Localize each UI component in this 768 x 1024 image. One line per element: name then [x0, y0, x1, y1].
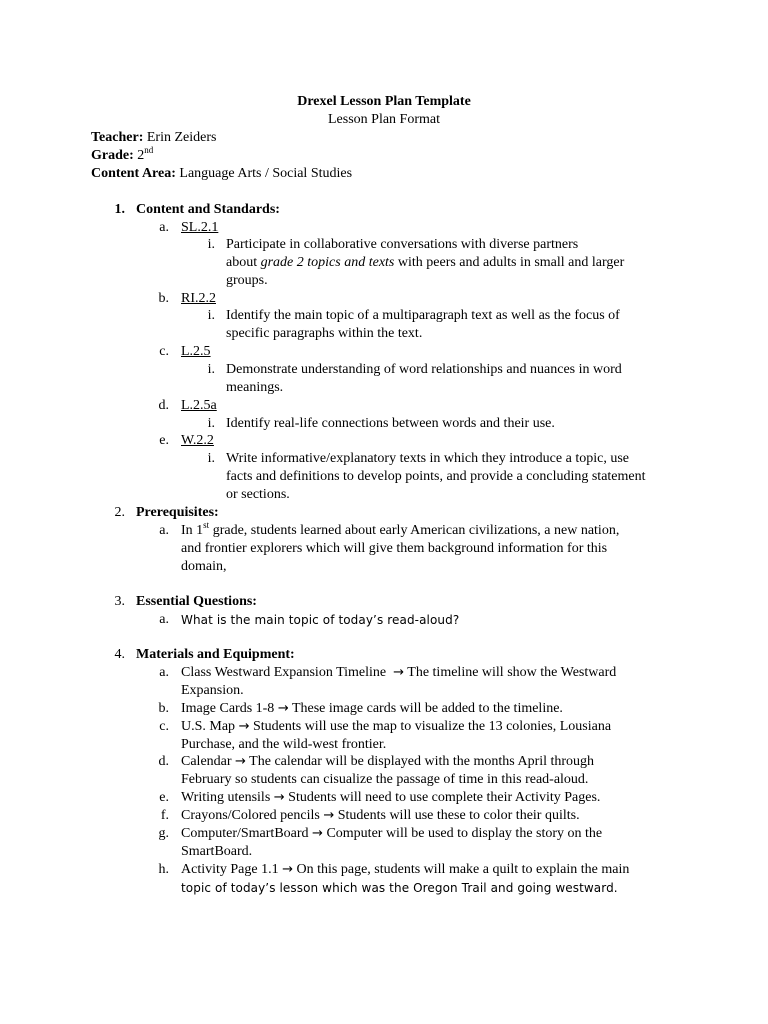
list-letter: b.: [158, 701, 169, 716]
material-name: U.S. Map: [181, 719, 239, 734]
grade-value: 2: [137, 148, 145, 163]
material-description: February so students can cisualize the passage of time in this read-aloud.: [181, 772, 589, 787]
document-title: Drexel Lesson Plan Template: [297, 94, 471, 109]
material-item: [181, 825, 602, 843]
list-letter: c.: [159, 344, 169, 359]
material-item: [181, 861, 629, 879]
standard-text-part: with peers and adults in small and larger: [394, 255, 625, 270]
arrow-right-icon: →: [238, 719, 250, 734]
grade-label: Grade:: [91, 148, 134, 163]
content-area-value: Language Arts / Social Studies: [179, 166, 353, 181]
standard-text: Write informative/explanatory texts in which they introduce a topic, use: [226, 451, 629, 466]
list-letter: g.: [158, 826, 169, 841]
material-item: [181, 664, 616, 682]
list-letter: d.: [158, 754, 169, 769]
prerequisite-text: domain,: [181, 559, 227, 574]
section-number: 3.: [114, 594, 125, 609]
list-letter: a.: [159, 220, 169, 235]
material-name: Writing utensils: [181, 790, 274, 805]
document-subtitle: Lesson Plan Format: [328, 112, 440, 127]
grade-superscript: nd: [144, 145, 154, 155]
standard-code: W.2.2: [181, 433, 214, 448]
material-description: Students will use the map to visualize the 13 colonies, Lousiana: [249, 719, 612, 734]
roman-numeral: i.: [207, 362, 215, 377]
arrow-right-icon: →: [273, 790, 285, 805]
standard-text-part: about: [226, 255, 261, 270]
essential-question-text: What is the main topic of today’s read-aloud?: [181, 613, 460, 627]
list-letter: b.: [158, 291, 169, 306]
list-letter: a.: [159, 665, 169, 680]
material-item: [181, 753, 594, 771]
list-letter: f.: [160, 808, 169, 823]
material-description: Purchase, and the wild-west frontier.: [181, 737, 387, 752]
standard-text: Demonstrate understanding of word relationships and nuances in word: [226, 362, 622, 377]
material-name: Crayons/Colored pencils: [181, 808, 324, 823]
material-description: The calendar will be displayed with the months April through: [245, 754, 595, 769]
section-title-materials: Materials and Equipment:: [136, 647, 295, 662]
material-name: Activity Page 1.1: [181, 862, 283, 877]
material-name: Computer/SmartBoard: [181, 826, 313, 841]
material-name: Image Cards 1-8: [181, 701, 278, 716]
material-item: [181, 718, 611, 736]
prerequisite-text: and frontier explorers which will give them background information for this: [181, 541, 608, 556]
prerequisite-text-part: grade, students learned about early American civilizations, a new nation,: [209, 523, 620, 538]
material-name: Class Westward Expansion Timeline: [181, 665, 390, 680]
material-description: topic of today’s lesson which was the Oregon Trail and going westward.: [181, 881, 618, 895]
standard-text: facts and definitions to develop points, and provide a concluding statement: [226, 469, 646, 484]
section-title-prerequisites: Prerequisites:: [136, 505, 219, 520]
material-description: Computer will be used to display the story on the: [322, 826, 603, 841]
material-description: On this page, students will make a quilt to explain the main: [293, 862, 630, 877]
standard-code: RI.2.2: [181, 291, 216, 306]
roman-numeral: i.: [207, 308, 215, 323]
standard-text: or sections.: [226, 487, 290, 502]
arrow-right-icon: →: [312, 826, 323, 841]
standard-code: SL.2.1: [181, 220, 219, 235]
arrow-right-icon: →: [393, 665, 405, 680]
list-letter: e.: [159, 433, 169, 448]
roman-numeral: i.: [207, 237, 215, 252]
ordinal-superscript: st: [203, 520, 210, 530]
teacher-value: Erin Zeiders: [146, 130, 217, 145]
material-name: Calendar: [181, 754, 236, 769]
list-letter: c.: [159, 719, 169, 734]
arrow-right-icon: →: [323, 808, 335, 823]
standard-text: [226, 254, 624, 272]
standard-text: groups.: [226, 273, 268, 288]
grade-line: [91, 147, 153, 165]
standard-text-italic: grade 2 topics and texts: [260, 255, 395, 270]
material-description: Expansion.: [181, 683, 244, 698]
standard-text: specific paragraphs within the text.: [226, 326, 423, 341]
material-description: Students will use these to color their quilts.: [334, 808, 580, 823]
prerequisite-text-part: In 1: [181, 523, 204, 538]
roman-numeral: i.: [207, 451, 215, 466]
arrow-right-icon: →: [235, 754, 246, 769]
material-item: [181, 789, 600, 807]
section-number: 1.: [114, 202, 125, 217]
standard-text: Identify the main topic of a multiparagraph text as well as the focus of: [226, 308, 620, 323]
arrow-right-icon: →: [277, 701, 289, 716]
prerequisite-text: [181, 522, 619, 540]
section-number: 4.: [114, 647, 125, 662]
standard-text: Identify real-life connections between words and their use.: [226, 416, 555, 431]
material-description: SmartBoard.: [181, 844, 253, 859]
list-letter: h.: [158, 862, 169, 877]
standard-code: L.2.5a: [181, 398, 217, 413]
section-title-essential-questions: Essential Questions:: [136, 594, 257, 609]
standard-code: L.2.5: [181, 344, 211, 359]
roman-numeral: i.: [207, 416, 215, 431]
material-item: [181, 700, 563, 718]
section-title-content: Content and Standards:: [136, 202, 280, 217]
list-letter: a.: [159, 612, 169, 627]
material-description: The timeline will show the Westward: [404, 665, 617, 680]
content-area-label: Content Area:: [91, 166, 176, 181]
arrow-right-icon: →: [282, 862, 294, 877]
standard-text: Participate in collaborative conversations with diverse partners: [226, 237, 579, 252]
content-area-line: [91, 165, 352, 183]
material-item: [181, 807, 580, 825]
teacher-line: [91, 129, 216, 147]
standard-text: meanings.: [226, 380, 284, 395]
teacher-label: Teacher:: [91, 130, 144, 145]
list-letter: a.: [159, 523, 169, 538]
list-letter: d.: [158, 398, 169, 413]
material-description: These image cards will be added to the timeline.: [288, 701, 563, 716]
section-number: 2.: [114, 505, 125, 520]
list-letter: e.: [159, 790, 169, 805]
material-description: Students will need to use complete their Activity Pages.: [284, 790, 601, 805]
